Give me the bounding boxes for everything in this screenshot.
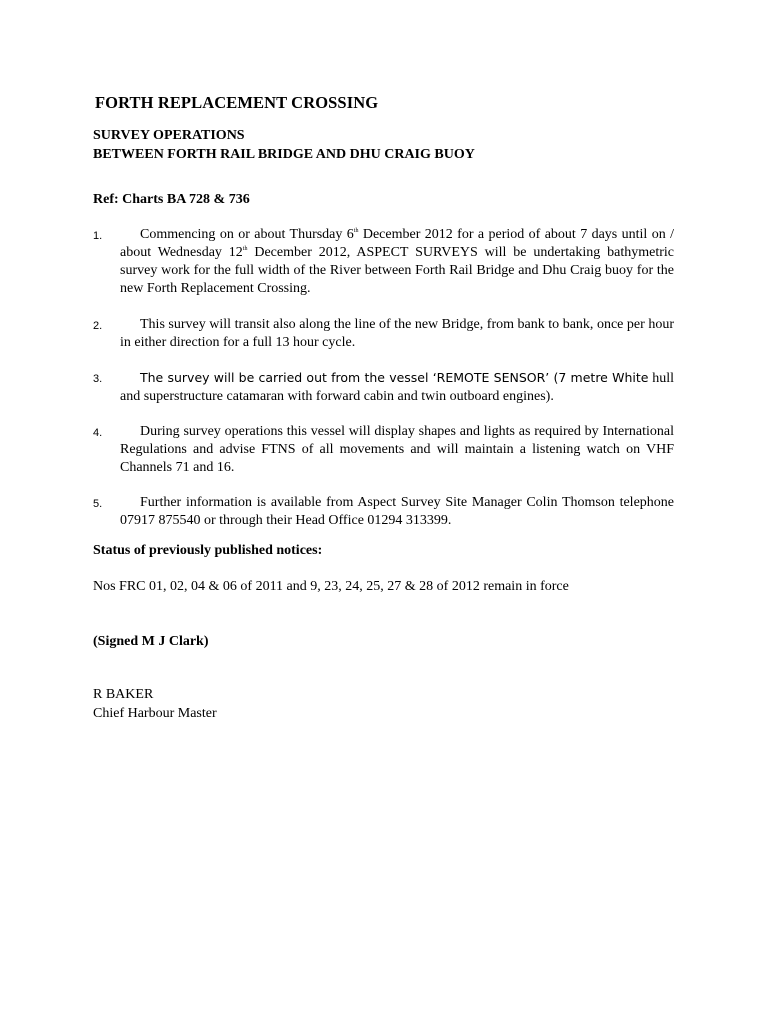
subtitle-line-2: BETWEEN FORTH RAIL BRIDGE AND DHU CRAIG BUOY: [93, 147, 475, 162]
item-number: 4.: [93, 427, 103, 439]
item-text: This survey will transit also along the line of the new Bridge, from bank to bank, once per hour in either direction for a full 13 hour cycle.: [120, 317, 674, 350]
subtitle-line-1: SURVEY OPERATIONS: [93, 128, 245, 143]
signatory-name: R BAKER: [93, 687, 154, 702]
item-text: Commencing on or about Thursday 6th December 2012 for a period of about 7 days until on / about Wednesday 12th December 2012, ASPECT SURVEYS will be undertaking bathymetric survey work for the full width of the River between Forth Rail Bridge and Dhu Craig buoy for the new Forth Replacement Crossing.: [120, 227, 674, 296]
status-heading: Status of previously published notices:: [93, 543, 323, 558]
list-item-2: [93, 316, 674, 352]
item-number: 1.: [93, 230, 103, 242]
list-item-3: [93, 369, 674, 406]
item-number: 5.: [93, 498, 103, 510]
list-item-4: [93, 423, 674, 477]
item-number: 2.: [93, 320, 103, 332]
item-number: 3.: [93, 373, 103, 385]
signature-block: [93, 685, 217, 723]
chart-reference: Ref: Charts BA 728 & 736: [93, 192, 250, 207]
status-text: Nos FRC 01, 02, 04 & 06 of 2011 and 9, 23, 24, 25, 27 & 28 of 2012 remain in force: [93, 579, 569, 594]
signed-line: (Signed M J Clark): [93, 634, 209, 649]
document-subtitle: [93, 126, 475, 164]
item-text: During survey operations this vessel will display shapes and lights as required by International Regulations and advise FTNS of all movements and will maintain a listening watch on VHF Channels 71 and 16.: [120, 424, 674, 475]
signatory-role: Chief Harbour Master: [93, 706, 217, 721]
list-item-1: [93, 226, 674, 298]
list-item-5: [93, 494, 674, 530]
item-text: Further information is available from Aspect Survey Site Manager Colin Thomson telephone 07917 875540 or through their Head Office 01294 313399.: [120, 495, 674, 528]
document-title: FORTH REPLACEMENT CROSSING: [95, 93, 379, 112]
item-text: The survey will be carried out from the vessel ‘REMOTE SENSOR’ (7 metre White hull and superstructure catamaran with forward cabin and twin outboard engines).: [120, 370, 674, 404]
